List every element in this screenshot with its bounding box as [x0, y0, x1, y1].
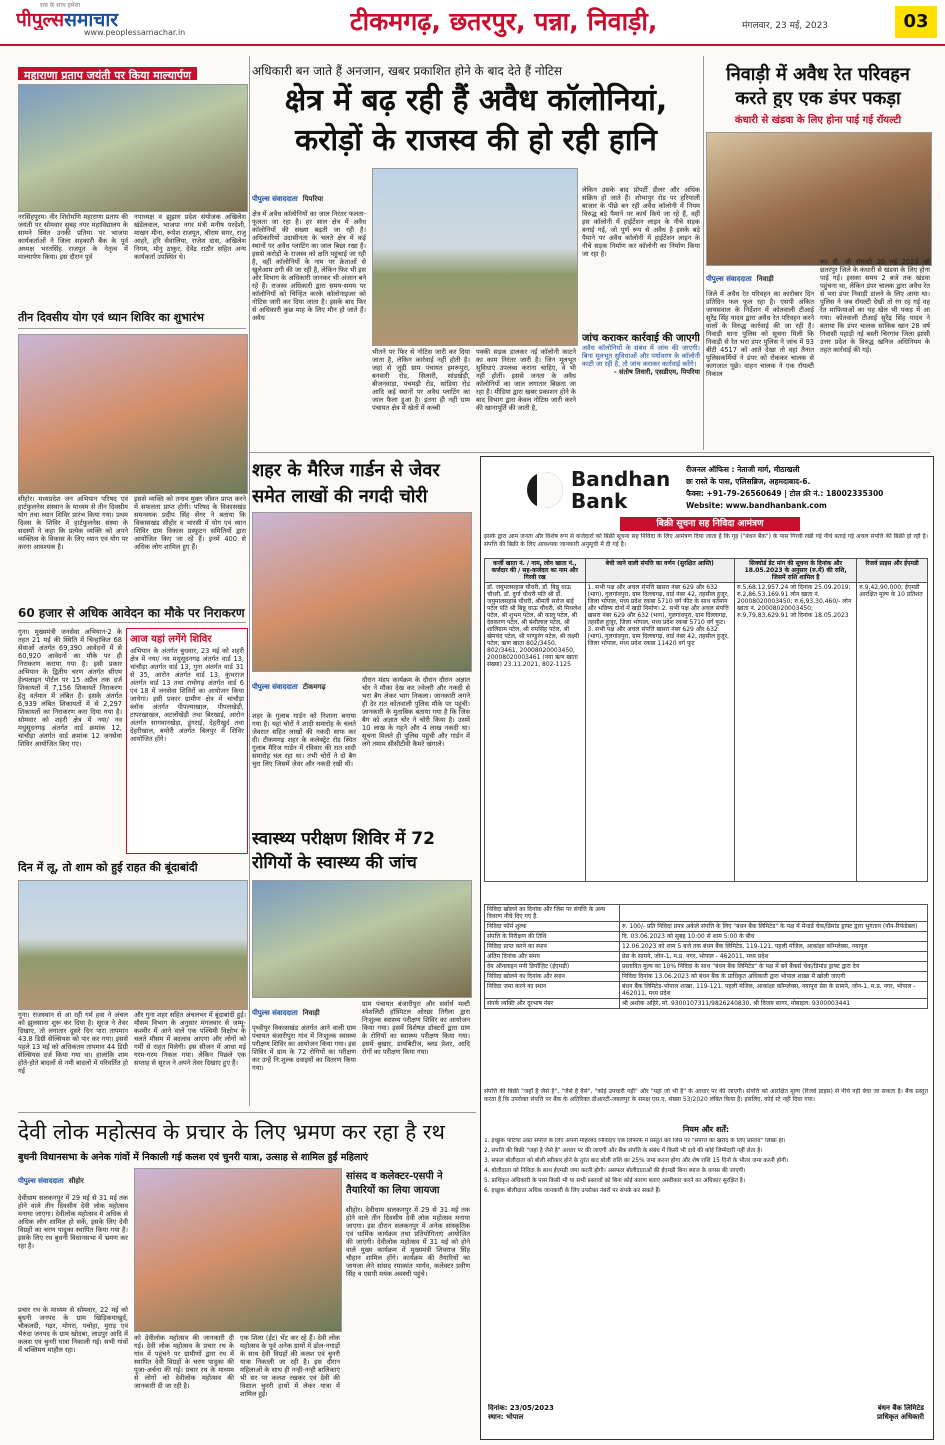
photo-illegal-colony — [372, 168, 578, 346]
terms-list — [484, 1138, 928, 1400]
terms-item: 2. संपत्ति की बिक्री "जहां है जैसे है" आधार पर की जाएगी और बैंक संपत्ति के संबंध में किसी भी दावे की कोई जिम्मेदारी नहीं लेता है। — [484, 1148, 763, 1154]
details-row — [485, 972, 928, 982]
photo-wedding-garden — [252, 512, 472, 672]
bandhan-bank-logo — [527, 466, 677, 516]
main-overline: अधिकारी बन जाते हैं अनजान, खबर प्रकाशित होने के बाद देते हैं नोटिस — [252, 64, 562, 78]
schedule-table — [484, 558, 928, 882]
terms-item: 5. प्राधिकृत अधिकारी के पास किसी भी या सभी प्रस्तावों को बिना कोई कारण बताए अस्वीकार करने का अधिकार सुरक्षित है। — [484, 1178, 746, 1184]
photo-maharana-statue — [18, 84, 248, 212]
details-row — [485, 905, 928, 922]
bank-name: Bandhan — [571, 468, 671, 491]
divider — [18, 328, 246, 329]
notice-place: स्थान: भोपाल — [488, 1413, 524, 1421]
sdm-quote-author: - संतोष तिवारी, एसडीएम, पिपरिया — [614, 368, 700, 376]
story-yoga-title: तीन दिवसीय योग एवं ध्यान शिविर का शुभारंभ — [18, 311, 204, 324]
story-maharana-text-b: नपाध्यक्ष व झुझार प्रदेश संयोजक अखिलेश खंडेलवाल, भाजपा नगर मंत्री मनीष परदेशी, माखन मीना, रूपेश राजपूत, श्रीराम सगर, राजू आहरे, हरि सेवालिया, राजेश दास, अखिलेश निगम, मोनु ठाकुर, देवेंद्र राठौर सहित अन्य कार्यकर्ता उपस्थित थे। — [134, 213, 246, 261]
details-row — [485, 932, 928, 942]
rath-text-a: देवीधाम सलकनपुर में 29 मई से 31 मई तक होने वाले तीन दिवसीय देवी लोक महोत्सव मनाया जाएगा। देवीलोक महोत्सव में अधिक से अधिक लोग शामिल हो सकें, इसके लिए देवी विग्रहों का चरण पादुका स्थापित किया गया है। इसके लिए रथ बुधनी विधानसभा में भ्रमण कर रहा है। — [18, 1194, 128, 1250]
issue-date: मंगलवार, 23 मई, 2023 — [742, 21, 829, 31]
rath-byline: पीपुल्स संवाददाता सीहोर — [18, 1177, 84, 1185]
bank-contact-line: फैक्स: +91-79-26560649 | टोल फ्री नं.: 18002335300 — [686, 489, 884, 498]
photo-sand-dumper — [706, 132, 932, 266]
camp-box-title: आज यहां लगेंगे शिविर — [130, 634, 212, 645]
camp-box-text: अभियान के अंतर्गत बुधवार, 23 मई को शहरी क्षेत्र में नया/ नव मधुसूदनगढ़ अंतर्गत वार्ड 13, चांचौड़ा अंतर्गत वार्ड 13, गुना अंतर्गत वार्ड 31 से 35, आरोन अंतर्गत वार्ड 13, कुंभराज अंतर्गत वार्ड 13 तथा राघोगढ़ अंतर्गत वार्ड 6 एवं 18 में जनसेवा शिविरों का आयोजन किया जायेगा। इसी प्रकार ग्रामीण क्षेत्र में चांचौड़ा ब्लॉक अंतर्गत पीपल्याखाल, पीपलखेड़ी, टापरखाखल, अटलोंखेड़ी तथा बिरखाई, आरोन अंतर्गत सागवानखेड़ा, डूंगराई, देहरीखुर्द तथा देहरीखाल, बमोरी अंतर्गत बिलपुर में शिविर आयोजित होंगे। — [130, 647, 244, 743]
wedding-title-line1: शहर के मैरिज गार्डन से जेवर — [252, 460, 440, 481]
notice-intro: इसके द्वारा आम जनता और विशेष रूप से कर्जदारों को बिक्री सूचना सह निविदा के लिए आमंत्रण दिया जाता है कि गृह ("बंधन बैंक") के पास गिरवी रखी गई नीचे बताई गई अचल संपत्ति की बिक्री हो रही है। संपत्ति की बिक्री के लिए आवश्यक जानकारी अनुसूची में दी गई है। — [484, 533, 928, 548]
rath-side-title: सांसद व कलेक्टर-एसपी ने तैयारियों का लिया जायजा — [346, 1171, 443, 1196]
rath-text-b: प्रचार रथ के माध्यम से सोमवार, 22 मई को बुधनी जनपद के ग्राम खिड़िकयाखुर्द, चौकलदी, गढ़र, मोगरा, पचोहा, मुराड़ एवं भैरुंदा जनपद के ग्राम खोदबा, लाडपुर आदि में कलश एवं चुनरी यात्रा निकाली गई। सभी गांवों में भक्तिमय माहौल रहा। — [18, 1306, 128, 1354]
terms-item: 3. सफल बोलीदाता को बोली स्वीकार होने के तुरंत बाद बोली राशि का 25% जमा करना होगा और शेष राशि 15 दिनों के भीतर जमा करनी होगी। — [484, 1158, 789, 1164]
col-header: सिक्योर्ड डेट मांग की सूचना के दिनांक और 18.05.2023 के अनुसार (रु.में) की राशि, जिसमें राशि शामिल है — [735, 559, 857, 583]
bank-website[interactable]: Website: www.bandhanbank.com — [686, 501, 827, 510]
rath-subtitle: बुधनी विधानसभा के अनेक गांवों में निकाली गई कलश एवं चुनरी यात्रा, उत्साह से शामिल हुईं महिलाएं — [18, 1152, 369, 1163]
photo-rain-street — [18, 880, 248, 1010]
health-text-a: पृथ्वीपुर विकासखंड अंतर्गत आने वाली ग्राम पंचायत बंजारीपुरा गांव में निःशुल्क स्वास्थ्य परीक्षण शिविर का आयोजन किया गया। इस शिविर में ग्राम के 72 रोगियों का परीक्षण कर उन्हें नि:शुल्क दवाइयों का वितरण किया गया। — [252, 1024, 356, 1072]
bank-office-address — [686, 464, 926, 514]
rath-headline: देवी लोक महोत्सव के प्रचार के लिए भ्रमण कर रहा है रथ — [18, 1120, 445, 1144]
signatory-officer: प्राधिकृत अधिकारी — [876, 1413, 924, 1421]
bank-sub: Bank — [571, 489, 628, 512]
main-text-b: भीतने पर फिर से नोटिस जारी कर दिया जाता है, लेकिन कार्रवाई नहीं होती है। जहां से जुड़ी ग्राम पंचायत इमरूपुरा, बनवारी रोड, सिलारी, सांडखेड़ी, बीजनवाड़ा, पंचमढ़ी रोड, सांडिया रोड आदि कई स्थानों पर अवैध प्लाटिंग का जाल फैला हुआ है। इतना ही नहीं ग्राम पंचायत क्षेत्र में खेतों में कच्ची — [372, 348, 470, 412]
logo-main: पीपुल्स — [16, 9, 65, 30]
details-row — [485, 952, 928, 962]
rath-text-d: एक शिला (ईंट) भेंट कर रहे हैं। देवी लोक महोत्सव के पूर्व अनेक ग्रामों में ढोल-नगाड़ों के साथ देवी विग्रहों की कलश एवं चुनरी यात्रा निकाली जा रही है। इस दौरान महिलाओं के साथ ही नन्ही-नन्ही बालिकाएं भी सर पर कलश रखकर एवं देवी की विशाल चुनरी हाथों में लेकर यात्रा में शामिल हुईं। — [240, 1334, 340, 1398]
main-byline: पीपुल्स संवाददाता पिपरिया — [252, 195, 324, 203]
details-value: रु. 100/- प्रति निविदा प्रपत्र अकेले संपत्ति के लिए "बंधन बैंक लिमिटेड" के पक्ष में मेन्डर्ड चेक/डिमांड ड्राफ्ट द्वारा भुगतान (नॉन-रिफंडेबल) — [620, 922, 928, 932]
notice-date-place — [488, 1404, 648, 1432]
details-value: दि. 03.06.2023 को सुबह 10:00 से शाम 5:00 के बीच — [620, 932, 928, 942]
story-weather-text-b: और गुना शहर सहित अंचलभर में बूंदाबांदी हुई। मौसम विभाग के अनुसार मंगलवार से जम्मू-कश्मीर में आने वाले एक पश्चिमी विक्षोभ के चलते मौसम में बदलाव आएगा और लोगों को गर्मी से राहत मिलेगी। इस सीजन में आधा मई गरम-गरम निकल गया। लेकिन पिछले एक सप्ताह से सूरज ने अपने तेवर दिखाए हुए हैं। — [134, 1011, 246, 1067]
wedding-title-line2: समेत लाखों की नगदी चोरी — [252, 486, 428, 507]
divider — [18, 622, 246, 623]
details-value — [620, 905, 928, 922]
main-headline-line1: क्षेत्र में बढ़ रही हैं अवैध कॉलोनियां, — [284, 83, 668, 118]
details-label: निविदा खोलने का दिनांक और जिस पर संपत्ति के अन्य विवरण नीचे दिए गए हैं. — [485, 905, 620, 922]
details-value: निविदा दिनांक 13.06.2023 को बंधन बैंक के प्राधिकृत अधिकारी द्वारा भोपाल शाखा में खोली जाएगी — [620, 972, 928, 982]
story-yoga-text-a: सीहोर। मध्यप्रदेश जन अभियान परिषद एवं हार्टफुलनेस संस्थान के माध्यम से तीन दिवसीय योग तथा ध्यान शिविर प्रारंभ किया गया। प्रथम दिवस के शिविर में हार्टफुलनेस संस्था के सदस्यों ने कहा कि प्रत्येक व्यक्ति को अपने व्यक्तित्व के विकास के लिए ध्यान एवं योग पर करना आवश्यक है। — [18, 495, 128, 551]
property-cell: 1. सभी पक्ष और अचल संपत्ति खसरा नंबर 629 और 632 (भाग), गुलगांवपुरा, ग्राम दिल्लागढ़, वार्ड नंबर 42, तहसील हुजूर, जिला भोपाल, मध्य प्रदेश रकबा 5710 वर्ग फीट के साथ वर्तमान और भविष्य दोनों में खड़ी निर्माण। 2. सभी पक्ष और अचल संपत्ति खसरा नंबर 629 और 632 (भाग), गुलगांवपुरा, ग्राम दिल्लागढ़, तहसील हुजूर, जिला भोपाल, मध्य प्रदेश रकबा 5710 वर्ग फुट। 3. सभी पक्ष और अचल संपत्ति खसरा नंबर 629 और 632 (भाग), गुलगांवपुरा, ग्राम दिल्लागढ़, वार्ड नंबर 42, तहसील हुजूर, जिला भोपाल, मध्य प्रदेश रकबा 11420 वर्ग फुट — [585, 583, 735, 882]
details-label: संपर्क व्यक्ति और दूरभाष नंबर — [485, 999, 620, 1009]
details-label: देय ऑनलाइन मनी डिपॉज़िट (ईएमडी) — [485, 962, 620, 972]
story-yoga-text-b: इससे व्यक्ति को तनाव मुक्त जीवन प्राप्त करने में सफलता प्राप्त होगी। परिषद के विकासखंड समन्वयक प्रदीप सिंह सेंगर ने बताया कि विकासखंड सीहोर व भारसी में योग एवं ध्यान शिविर ग्राम विकास प्रस्फुटन समितियों द्वारा आयोजित किए जा रहे हैं। इनमें 400 से अधिक लोग शामिल हुए हैं। — [134, 495, 246, 551]
wedding-text-b: दौरान मंडप कार्यक्रम के दौरान दौरान अज्ञात चोर ने मौका देख कर ज्वेलरी और नकदी से भरा बैग लेकर भाग निकला। जानकारी लगने ही देर रात कोतवाली पुलिस मौके पर पहुंची। जानकारी के मुताबिक बताया गया है कि जिस बैग को अज्ञात चोर ने चोरी किया है। उसमें 10 लाख के गहने और 4 लाख नकदी था। सूचना मिलते ही पुलिस पहुंची और गार्डन में लगे तमाम सीसीटीवी कैमरे खंगाले। — [362, 676, 470, 748]
notice-date: दिनांक: 23/05/2023 — [488, 1404, 554, 1412]
main-text-c: पक्की सड़क डालकर नई कॉलोनी काटने का काम निरंतर जारी है। जिन मूलभूत सुविधाएं उपलब्ध कराना चाहिए, वे भी नहीं होतीं। इससे जनता के अवैध कॉलोनियों का जाल लगातार बिछता जा रहा है। मीडिया द्वारा खबर प्रकाशन होने के बाद विभाग द्वारा केवल नोटिस जारी करने की खानापूर्ति की जाती है, — [476, 348, 576, 412]
sand-text-a: जिले में अवैध रेत परिवहन का कारोबार दिन प्रतिदिन फल फूल रहा है। एसपी अंकित जायसवाल के निर्देशन में कोतवाली टीआई सुरेंद्र सिंह यादव द्वारा अवैध रेत परिवहन करने वालों के विरुद्ध कार्रवाई की जा रही है। निवाड़ी थाना पुलिस को सूचना मिली कि निवाड़ी से रेत भरा डंपर पुलिस ने जांच में 93 बीटी 4517 को आते देखा तो वहां तैनात पुलिसकर्मियों ने डंपर को रोककर चालक से कागजात पूछे। वाहन चालक ने एक रॉयल्टी निकाल — [706, 290, 814, 378]
main-text-d: लेकिन उसके बाद प्रॉपर्टी डीलर और अधिक सक्रिय हो जाते हैं। शोभापुर रोड पर हरियाली बाजार के पीछे बन रही अवैध कॉलोनी में नियम विरुद्ध बड़े पैमाने पर कार्य किये जा रहे हैं, वहीं इस कॉलोनी में हाईटेंशन लाइन के नीचे सड़क बनाई गई, जो पूर्ण रूप से अवैध है इसके बड़े पैमाने पर अवैध कॉलोनी में हाईटेंशन लाइन के नीचे सड़क निर्माण कर कॉलोनी का निर्माण किया जा रहा है। — [582, 186, 700, 258]
details-row — [485, 942, 928, 952]
schedule-row — [485, 583, 928, 882]
camp-list-box — [126, 628, 248, 854]
health-title-line2: रोगियों के स्वास्थ्य की जांच — [252, 853, 417, 872]
sand-story-title-line1: निवाड़ी में अवैध रेत परिवहन — [726, 64, 910, 84]
details-label: संपत्ति के निरीक्षण की तिथि — [485, 932, 620, 942]
details-value: 12.06.2023 को शाम 5 बजे तक बंधन बैंक लिमिटेड, 119-121, पहली मंजिल, आकांक्षा कॉम्प्लेक्स, नयापुरा — [620, 942, 928, 952]
details-label: अंतिम दिनांक और समय — [485, 952, 620, 962]
terms-title: नियम और शर्तें: — [682, 1125, 730, 1134]
sand-text-b: कर दी, जो रॉयल्टी 20 मई 2023 को छतरपुर जिले के कंधारी से खंडवा के लिए होना पाई गई। इसका समय 2 बजे तक खंडवा पहुंचना था, लेकिन डंपर चालक द्वारा अवैध रेत से भरा डंपर निवाड़ी डालने के लिए आया था। पुलिस ने जब रॉयल्टी देखी तो रंग रह गई वह रेत माफियाओं का यह खेल भी पकड़ में आ गया। कोतवाली टीआई सुरेंद्र सिंह यादव ने बताया कि डंपर चालक साकिब खान 28 वर्ष निवासी पहाड़ी नई बस्ती चिरगांव जिला झांसी उत्तर प्रदेश के विरुद्ध खनिज अधिनियम के तहत कार्रवाई की गई। — [820, 258, 930, 354]
health-byline: पीपुल्स संवाददाता निवाड़ी — [252, 1009, 320, 1017]
borrower-cell: डॉ. जयुमलसहाब चौधरी, डॉ. बिन्नू धाऊ चौधरी, डॉ. दुर्गा चौधरी पति श्री डॉ. जयुमालसहाब चौधरी, श्रीमती सरोज बाई पटेल पति श्री बिन्नू धाऊ चौधरी, श्री मिथलेश पटेल, श्री शुभम पटेल, श्री कालू पटेल, श्री देवकरण पटेल, श्री बंशीलाल पटेल, श्री शालिग्राम पटेल, श्री रामसिंह पटेल, श्री खेमचंद पटेल, श्री पाण्डुरंग पटेल, श्री लक्ष्मी पटेल; ऋण खाता 802/3450, 802/3461, 20008020003450, 20008020003461 (नया ऋण खाता संख्या) 23.11.2021, 802-1125 — [485, 583, 586, 882]
column-divider — [249, 56, 250, 1106]
story-maharana-title: महाराणा प्रताप जयंती पर किया माल्यार्पण — [18, 64, 246, 80]
details-label: निविदा जमा करने का स्थान — [485, 982, 620, 999]
bank-office-line: छः रास्ते के पास, एलिसब्रिज, अहमदाबाद-6. — [686, 477, 811, 486]
terms-item: 4. बोलीदाता को निविदा के साथ ईएमडी जमा करनी होगी। असफल बोलीदाताओं की ईएमडी बिना ब्याज के वापस की जाएगी। — [484, 1168, 746, 1174]
demand-cell: रु.5,68,12,957.24 जो दिनांक 25.09.2019; रु.2,86,53,169.91 लोन खाता नं. 20008020003450; रु.6,93,30,460/- लोन खाता नं. 20008020003450; रु.9,79,83,629.91 जो दिनांक 18.05.2023 — [735, 583, 857, 882]
col-header: रिजर्व प्राइस और ईएमडी — [857, 559, 928, 583]
details-value: प्रेस के सामने, जोन-1, म.प्र. नगर, भोपाल - 462011, मध्य प्रदेश — [620, 952, 928, 962]
sdm-quote-title: जांच कराकर कार्रवाई की जाएगी — [582, 333, 700, 344]
details-label: निविदा फॉर्म शुल्क — [485, 922, 620, 932]
details-value: प्रस्तावित मूल्य का 10% निविदा के साथ "बंधन बैंक लिमिटेड" के पक्ष में बने बैंकर्स चेक/डिमांड ड्राफ्ट द्वारा देय — [620, 962, 928, 972]
details-table — [484, 904, 928, 1009]
story-aavedan-title: 60 हजार से अधिक आवेदन का मौके पर निराकरण — [18, 606, 245, 620]
health-text-b: ग्राम पंचायत बंजारीपुरा और सर्वार्थ मल्टी स्पेशलिटी हॉस्पिटल ओरछा तिगैला द्वारा निःशुल्क स्वास्थ्य परीक्षण शिविर का आयोजन किया गया। इसमें विशेषज्ञ डॉक्टरों द्वारा ग्राम के रोगियों का स्वास्थ्य परीक्षण किया गया। इसमें बुखार, डायबिटीज, ब्लड प्रेशर, आदि रोगों का परीक्षण किया गया। — [362, 1000, 470, 1056]
health-title-line1: स्वास्थ्य परीक्षण शिविर में 72 — [252, 829, 435, 848]
logo-accent: समाचार — [64, 9, 119, 30]
main-headline-line2: करोड़ों के राजस्व की हो रही हानि — [295, 123, 657, 158]
photo-health-camp — [252, 880, 472, 998]
terms-item: 6. इच्छुक बोलीदाता अधिक जानकारी के लिए उपरोक्त नंबरों पर संपर्क कर सकते हैं। — [484, 1188, 661, 1194]
details-label: निविदा खोलने का दिनांक और स्थान — [485, 972, 620, 982]
details-value: बंधन बैंक लिमिटेड-भोपाल शाखा, 119-121, पहली मंजिल, आकांक्षा कॉम्प्लेक्स, नयापुरा प्रेस के सामने, जोन-1, म.प्र. नगर, भोपाल - 462011, मध्य प्रदेश — [620, 982, 928, 999]
notice-title: बिक्री सूचना सह निविदा आमंत्रण — [620, 517, 800, 531]
signatory-bank: बंधन बैंक लिमिटेड — [877, 1404, 924, 1412]
details-value: श्री अशोक अहिरे, मो. 9300107311/9826240830, श्री विजय सागर, मोबाइल: 9300003441 — [620, 999, 928, 1009]
bank-wordmark — [571, 468, 670, 512]
logo-tagline: सच के साथ हमेशा — [40, 2, 81, 9]
edition-title: टीकमगढ़, छतरपुर, पन्ना, निवाड़ी, — [350, 7, 658, 36]
notice-schedule — [484, 558, 928, 898]
page-number: 03 — [895, 6, 937, 38]
photo-rath-yatra — [134, 1168, 342, 1332]
wedding-text-a: शहर के गुलाब गार्डन को निशाना बनाया गया है। यहां चोरों ने शादी समारोह के चलते जेवरात सहित लाखों की नकदी साफ कर दी। टीकमगढ़ शहर के कलेक्ट्रेट रोड स्थित गुलाब मैरिज गार्डन में रविवार की रात शादी समारोह चल रहा था। तभी चोरों ने दो बैग चुरा लिए जिसमें जेवर और नकदी रखी थी। — [252, 712, 356, 768]
col-header: बेची जाने वाली संपत्ति का वर्णन (सुरक्षित आस्ति) — [585, 559, 735, 583]
details-row — [485, 999, 928, 1009]
col-header: कर्जी खाता नं. / नाम, लोन खाता नं., कर्जदार की / सह-कर्जदार का नाम और गिरवी रख — [485, 559, 586, 583]
notice-details — [484, 904, 928, 1084]
story-aavedan-text: गुना। मुख्यमंत्री जनसेवा अभियान-2 के तहत 21 मई की स्थिति में चिन्हांकित 68 सेवाओं अंतर्गत 69,390 आवेदनों में से 60,920 आवेदनों का मौके पर ही निराकरण कराया गया है। इसी प्रकार अभियान के द्वितीय चरण अंतर्गत सीएम हेल्पलाइन पोर्टल पर 15 अप्रैल तक दर्ज शिकायतों में 7,156 शिकायतें निराकरण हेतु वर्तमान में लंबित हैं। इसके अंतर्गत 6,939 लंबित शिकायतों में से 2,297 शिकायतों का निराकरण करा दिया गया है। सोमवार को शहरी क्षेत्र में नया/ नव मधुसूदनगढ़ अंतर्गत वार्ड क्रमांक 12, चांचौड़ा अंतर्गत वार्ड क्रमांक 12 जनसेवा शिविर आयोजित किए गए। — [18, 628, 122, 748]
bank-logo-mark-cut — [537, 472, 563, 508]
sdm-quote-box — [582, 330, 700, 446]
rath-side-text: सीहोर। देवीधाम सलकनपुर में 29 से 31 मई तक होने वाले तीन दिवसीय देवी लोक महोत्सव मनाया जाएगा। इस दौरान सलकनपुर में अनेक सांस्कृतिक एवं धार्मिक कार्यक्रम तथा प्रतियोगिताएं आयोजित की जाएंगी। देवीलोक महोत्सव में 31 मई को होने वाले मुख्य कार्यक्रम में मुख्यमंत्री शिवराज सिंह चौहान शामिल होंगे। कार्यक्रम की तैयारियों का जायजा लेने सांसद रमाकांत भार्गव, कलेक्टर प्रवीण सिंह व एसपी मयंक अवस्थी पहुंचे। — [346, 1206, 470, 1278]
details-row — [485, 922, 928, 932]
row-divider — [250, 452, 930, 453]
photo-yoga-camp — [18, 334, 248, 494]
main-text-a: क्षेत्र में अवैध कॉलोनियों का जाल निरंतर फलता-फूलता जा रहा है। हर साल क्षेत्र में अवैध कॉलोनियों की संख्या बढ़ती जा रही है। अधिकारियों उदासीनता के चलते क्षेत्र में कई स्थानों पर अवैध प्लाटिंग का जाल बिछा रखा है। इससे करोड़ों के राजस्व को क्षति पहुंचाई जा रही है, वहीं कॉलोनियों के नाम पर क्रेताओं से खुलेआम ठगी की जा रही है, लेकिन फिर भी इस ओर विभाग के अधिकारी जानकर भी अंजान बने रहे हैं। राजस्व अधिकारी द्वारा समय-समय पर कॉलोनियों को चिन्हित करके कॉलोनाइजर को नोटिस जारी कर दिया जाता है। इसके बाद फिर से अधिकारी कुछ माह के लिए मौन हो जाते हैं। अवैध — [252, 210, 366, 322]
bank-office-line: रीजनल ऑफिस : नेताजी मार्ग, मीठाखली — [686, 465, 800, 474]
story-weather-title: दिन में लू, तो शाम को हुई राहत की बूंदाबांदी — [18, 861, 198, 874]
rath-text-c: को देवीलोक महोत्सव की जानकारी दी गई। देवी लोक महोत्सव के प्रचार रथ के गांव में पहुंचने पर ग्रामीणों द्वारा रथ में स्थापित देवी विग्रहों के चरण पादुका की पूजा-अर्चना की गई। प्रचार रथ के माध्यम से लोगों को देवीलोक महोत्सव की जानकारी दी जा रही है। — [134, 1334, 234, 1390]
website-url[interactable]: www.peoplessamachar.in — [84, 28, 186, 37]
wedding-byline: पीपुल्स संवाददाता टीकमगढ़ — [252, 683, 326, 691]
details-label: निविदा प्राप्त करने का स्थान — [485, 942, 620, 952]
row-divider — [18, 1112, 476, 1113]
notice-note: संपत्ति की बिक्री "जहाँ है जैसे है", "जैसे है वैसे", "कोई उपचारी नहीं" और "यहां जो भी है" के आधार पर की जाएगी। संपत्ति को आरक्षित मूल्य (रिजर्व प्राइस) से नीचे नहीं बेचा जा सकता है। बैंक प्रस्तुत करता है कि उपरोक्त संपत्ति पर बैंक के अतिरिक्त डीआरटी-जबलपुर के समक्ष एस.ए. संख्या 53/2020 लंबित किया है। इसलिए, कोई स्टे नहीं दिया गया। — [484, 1088, 928, 1103]
details-row — [485, 982, 928, 999]
sand-story-title-line2: करते हुए एक डंपर पकड़ा — [735, 88, 901, 108]
sand-byline: पीपुल्स संवाददाता निवाड़ी — [706, 275, 774, 283]
notice-signature — [780, 1404, 924, 1432]
column-divider — [703, 56, 704, 450]
details-row — [485, 962, 928, 972]
story-weather-text-a: गुना। राजस्थान से आ रही गर्म हवा ने अंचल को झुलसाना शुरू कर दिया है। सूरज ने तेवर दिखाए, तो लगातार दूसरे दिन पारा तापमान 43.8 डिग्री सेल्सियस को पार कर गया। इससे पहले 13 मई को अधिकतम तापमान 44 डिग्री सेल्सियस दर्ज किया गया था। हालांकि शाम होते-होते बादलों से नमी बादलों में परिवर्तित हो गई — [18, 1011, 128, 1075]
terms-item: 1. इच्छुक पार्टियां उक्त संपत्ति के लिए अपनी मोहरबंद निविदाएं एक लिफाफे में प्रस्तुत करें जिस पर "संपत्ति की खरीद के लिए प्रस्ताव" लिखा हो। — [484, 1138, 786, 1144]
story-maharana-text-a: नरसिंहपुरम। वीर शिरोमणि महाराणा प्रताप की जयंती पर सोमवार सुबह नगर महाविद्यालय के सामने स्थित उनकी प्रतिमा पर भाजपा कार्यकर्ताओं ने जिला सहकारी बैंक के पूर्व अध्यक्ष भरतसिंह राजपूत के नेतृत्व में माल्यार्पण किया। इस दौरान पूर्व — [18, 213, 128, 261]
schedule-header-row — [485, 559, 928, 583]
newspaper-logo — [16, 6, 186, 30]
sand-story-subtitle: कंधारी से खंडवा के लिए होना पाई गई रॉयल्टी — [734, 115, 902, 126]
reserve-cell: रु.9,42,90,000; ईएमडी आरक्षित मूल्य के 10 प्रतिशत — [857, 583, 928, 882]
sdm-quote-text: अवैध कॉलोनियों के संबंध में जांच की जाएगी। बिना मूलभूत सुविधाओं और पर्यावरण के कॉलोनी काटी जा रही है, तो जांच कराकर कार्रवाई करेंगे। — [582, 344, 700, 368]
